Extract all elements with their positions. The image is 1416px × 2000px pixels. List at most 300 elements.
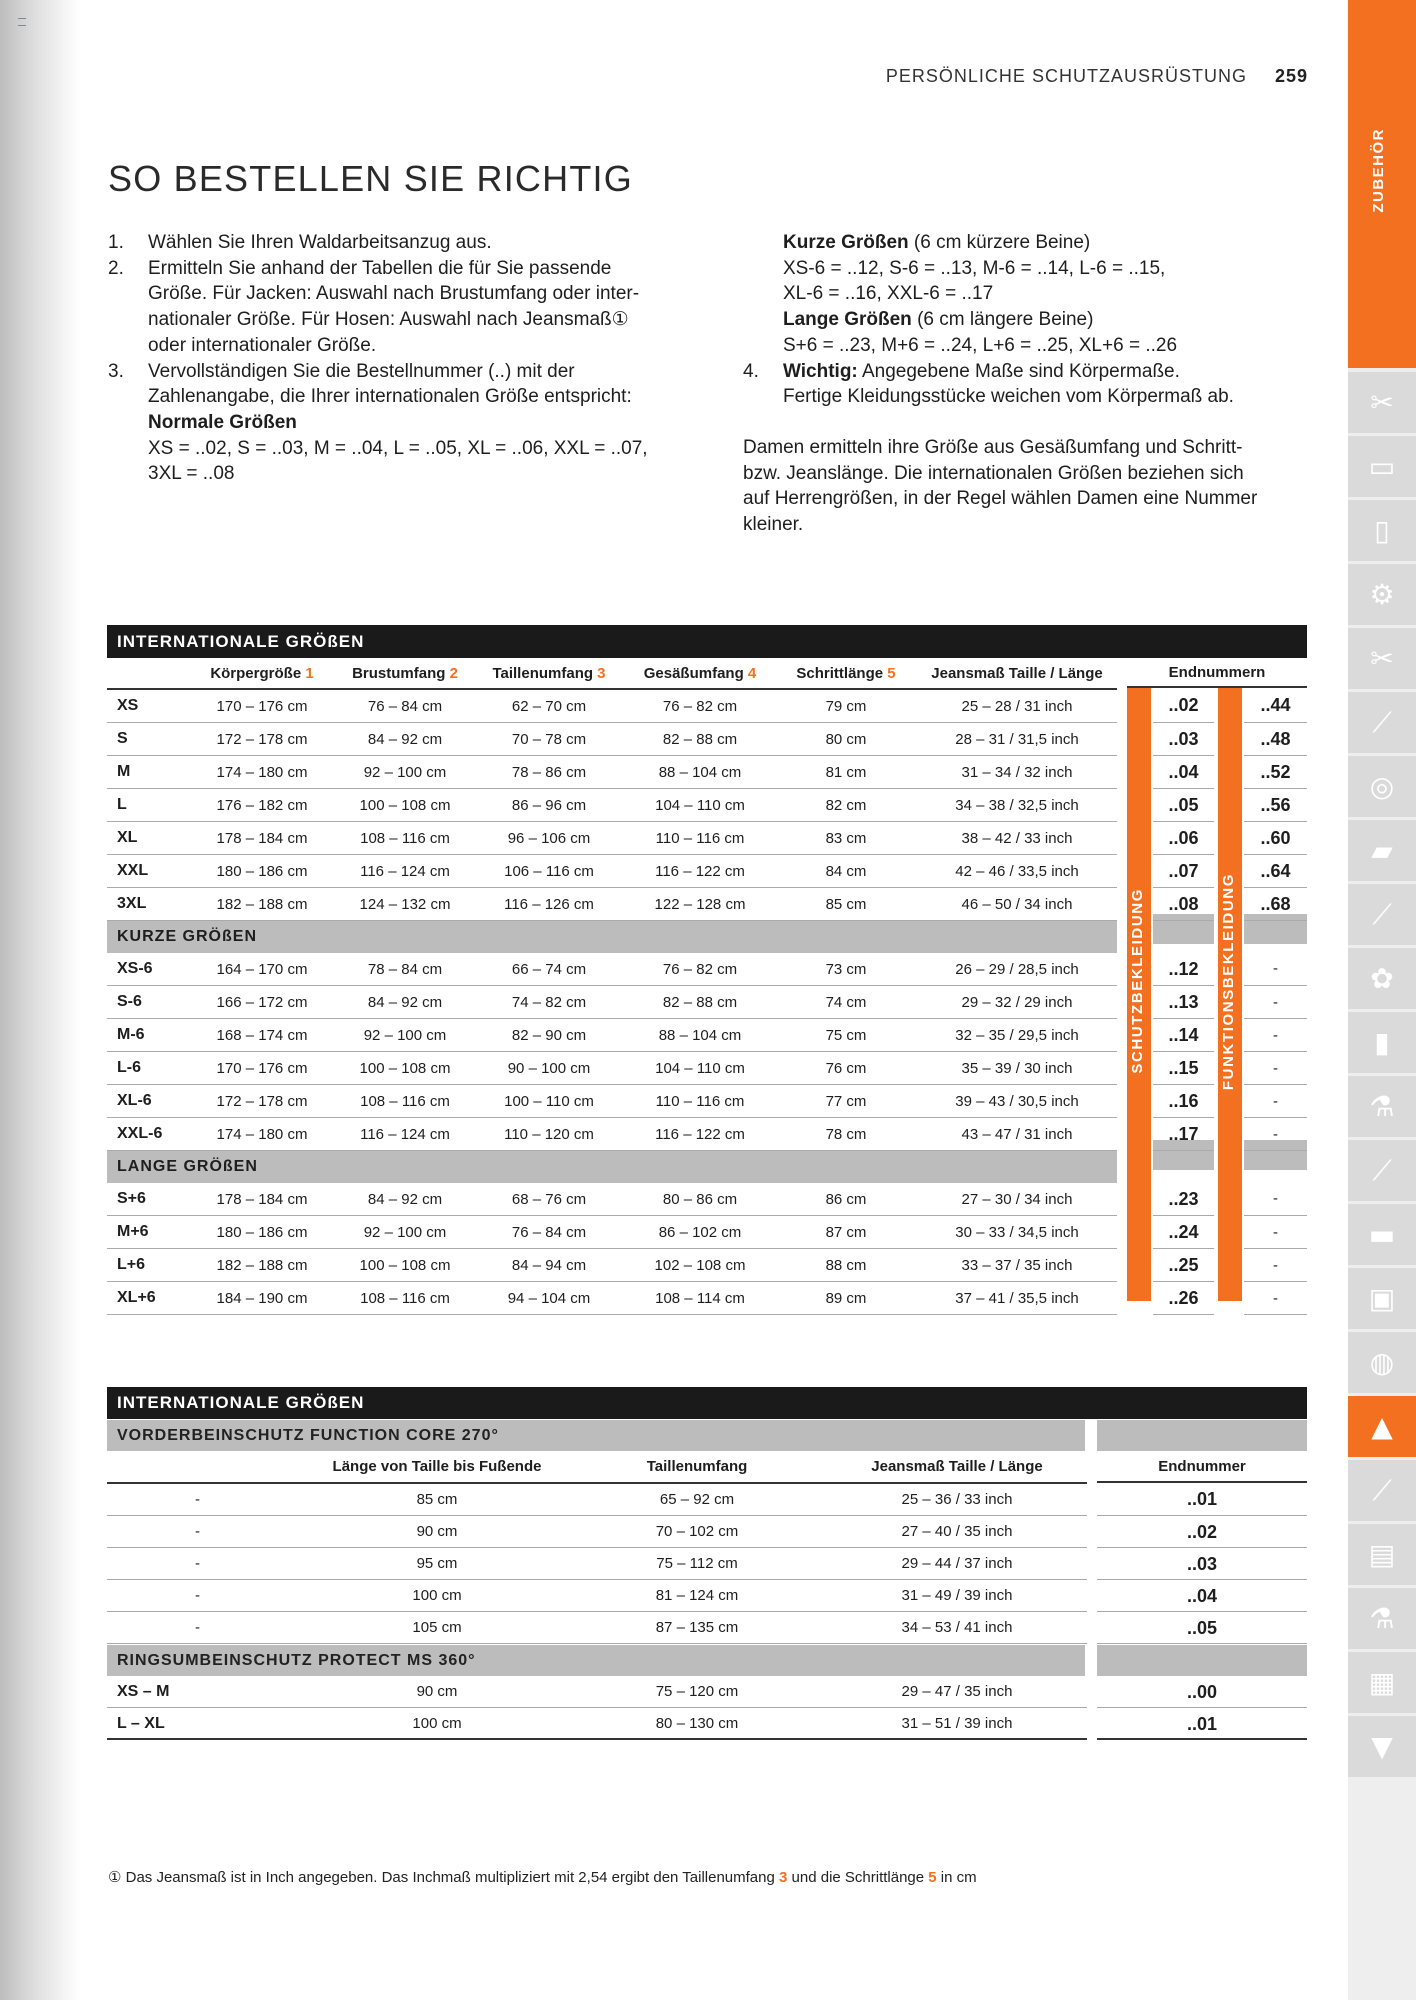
step-text: Vervollständigen Sie die Bestellnummer (..) mit der xyxy=(148,360,575,382)
table-row xyxy=(107,1085,1117,1118)
functional-end-number: - xyxy=(1273,960,1278,977)
body-height-cell: 172 – 178 cm xyxy=(187,723,337,756)
auger-icon[interactable]: ▮ xyxy=(1348,1012,1416,1073)
length-cell: 90 cm xyxy=(307,1516,567,1548)
group-header-row xyxy=(107,921,1117,954)
waist-cell: 70 – 102 cm xyxy=(567,1516,827,1548)
footnote-text: in cm xyxy=(936,1869,977,1886)
hip-cell: 88 – 104 cm xyxy=(625,1019,775,1052)
size-label: M+6 xyxy=(107,1216,187,1249)
chest-cell: 124 – 132 cm xyxy=(337,888,473,921)
menu-icon[interactable] xyxy=(18,18,26,26)
waist-cell: 87 – 135 cm xyxy=(567,1612,827,1644)
step-number: 1. xyxy=(108,232,124,253)
hip-cell: 80 – 86 cm xyxy=(625,1183,775,1216)
lawnmower-icon[interactable]: ▰ xyxy=(1348,820,1416,881)
chest-cell: 100 – 108 cm xyxy=(337,789,473,822)
size-label: L-6 xyxy=(107,1052,187,1085)
step-text: Zahlenangabe, die Ihrer internationalen Größe entspricht: xyxy=(148,386,632,408)
body-height-cell: 172 – 178 cm xyxy=(187,1085,337,1118)
hedge-trimmer-icon[interactable]: ✂ xyxy=(1348,628,1416,689)
step-text: nationaler Größe. Für Hosen: Auswahl nach Jeansmaß① xyxy=(148,309,629,331)
size-label: 3XL xyxy=(107,888,187,921)
protective-end-number: ..14 xyxy=(1168,1024,1199,1045)
sidebar-label: ZUBEHÖR xyxy=(1370,128,1387,213)
functional-end-number: - xyxy=(1273,1092,1278,1110)
toolbox-icon[interactable]: ▦ xyxy=(1348,1652,1416,1713)
long-sizes-note: (6 cm längere Beine) xyxy=(911,309,1094,331)
protective-end-number: ..06 xyxy=(1168,827,1199,848)
jacket-icon[interactable]: ▲ xyxy=(1348,1396,1416,1457)
brushcutter-icon[interactable]: ⟋ xyxy=(1348,692,1416,753)
functional-end-number: - xyxy=(1273,1190,1278,1207)
jeans-cell: 28 – 31 / 31,5 inch xyxy=(917,723,1117,756)
size-label: XL+6 xyxy=(107,1282,187,1315)
jeans-cell: 25 – 36 / 33 inch xyxy=(827,1483,1087,1516)
body-height-cell: 180 – 186 cm xyxy=(187,1216,337,1249)
footnote-text: und die Schrittlänge xyxy=(787,1869,929,1886)
footnote-ref: 5 xyxy=(928,1869,937,1886)
end-number-cell: ..03 xyxy=(1097,1548,1307,1580)
chest-cell: 92 – 100 cm xyxy=(337,1216,473,1249)
waist-cell: 68 – 76 cm xyxy=(473,1183,625,1216)
step-text: Fertige Kleidungsstücke weichen vom Körpermaß ab. xyxy=(783,386,1234,408)
body-height-cell: 176 – 182 cm xyxy=(187,789,337,822)
prefix-cell: - xyxy=(107,1516,307,1548)
phone-icon[interactable]: ▯ xyxy=(1348,500,1416,561)
hip-cell: 104 – 110 cm xyxy=(625,1052,775,1085)
jeans-cell: 27 – 40 / 35 inch xyxy=(827,1516,1087,1548)
table-row xyxy=(107,1216,1117,1249)
hip-cell: 116 – 122 cm xyxy=(625,855,775,888)
protective-end-number: ..25 xyxy=(1168,1254,1199,1275)
jeans-cell: 39 – 43 / 30,5 inch xyxy=(917,1085,1117,1118)
hip-cell: 104 – 110 cm xyxy=(625,789,775,822)
waist-cell: 96 – 106 cm xyxy=(473,822,625,855)
chest-cell: 108 – 116 cm xyxy=(337,1085,473,1118)
step-text: oder internationaler Größe. xyxy=(148,334,377,356)
page-title: SO BESTELLEN SIE RICHTIG xyxy=(108,158,633,199)
step-number: 4. xyxy=(743,360,759,382)
length-cell: 95 cm xyxy=(307,1548,567,1580)
chest-cell: 100 – 108 cm xyxy=(337,1052,473,1085)
col-header-jeans: Jeansmaß Taille / Länge xyxy=(917,658,1117,689)
short-sizes-codes: XL-6 = ..16, XXL-6 = ..17 xyxy=(783,283,994,305)
inseam-cell: 89 cm xyxy=(775,1282,917,1315)
col-header-ref: 1 xyxy=(301,664,314,682)
inseam-cell: 75 cm xyxy=(775,1019,917,1052)
chest-cell: 100 – 108 cm xyxy=(337,1249,473,1282)
inseam-cell: 79 cm xyxy=(775,689,917,723)
footnote xyxy=(108,1868,977,1886)
table-row xyxy=(107,1249,1117,1282)
waist-cell: 75 – 112 cm xyxy=(567,1548,827,1580)
col-header-inseam xyxy=(775,658,917,689)
functional-end-number: ..60 xyxy=(1260,827,1291,848)
women-note: Damen ermitteln ihre Größe aus Gesäßumfang und Schritt- xyxy=(743,436,1243,458)
waist-cell: 100 – 110 cm xyxy=(473,1085,625,1118)
size-label: M-6 xyxy=(107,1019,187,1052)
jeans-cell: 33 – 37 / 35 inch xyxy=(917,1249,1117,1282)
jeans-cell: 30 – 33 / 34,5 inch xyxy=(917,1216,1117,1249)
cutoff-saw-icon[interactable]: ◎ xyxy=(1348,756,1416,817)
body-height-cell: 180 – 186 cm xyxy=(187,855,337,888)
col-header-label: Taillenumfang xyxy=(492,664,594,682)
protective-end-number: ..17 xyxy=(1168,1123,1199,1144)
end-number-cell: ..01 xyxy=(1097,1708,1307,1740)
table-row xyxy=(107,822,1117,855)
hip-cell: 116 – 122 cm xyxy=(625,1118,775,1151)
chest-cell: 84 – 92 cm xyxy=(337,1183,473,1216)
protective-end-number: ..26 xyxy=(1168,1287,1199,1308)
col-header-ref: 4 xyxy=(743,664,757,682)
inseam-cell: 82 cm xyxy=(775,789,917,822)
col-header-end-number: Endnummer xyxy=(1097,1451,1307,1483)
step-text: Größe. Für Jacken: Auswahl nach Brustumfang oder inter- xyxy=(148,283,640,305)
normal-sizes-codes: 3XL = ..08 xyxy=(148,463,235,485)
table-header-row xyxy=(107,658,1117,689)
end-number-cell: ..04 xyxy=(1097,1580,1307,1612)
leg-protection-table xyxy=(107,1451,1087,1644)
size-label: XL-6 xyxy=(107,1085,187,1118)
body-height-cell: 178 – 184 cm xyxy=(187,822,337,855)
size-label: XL xyxy=(107,822,187,855)
prefix-cell: - xyxy=(107,1612,307,1644)
row-divider xyxy=(1244,1314,1307,1315)
waist-cell: 94 – 104 cm xyxy=(473,1282,625,1315)
category-sidebar xyxy=(1348,0,1416,2000)
body-height-cell: 168 – 174 cm xyxy=(187,1019,337,1052)
jeans-cell: 35 – 39 / 30 inch xyxy=(917,1052,1117,1085)
jeans-cell: 27 – 30 / 34 inch xyxy=(917,1183,1117,1216)
size-label: XXL xyxy=(107,855,187,888)
table-row xyxy=(107,855,1117,888)
jeans-cell: 32 – 35 / 29,5 inch xyxy=(917,1019,1117,1052)
section-title: PERSÖNLICHE SCHUTZAUSRÜSTUNG xyxy=(885,66,1247,86)
waist-cell: 82 – 90 cm xyxy=(473,1019,625,1052)
important-label: Wichtig: xyxy=(783,360,858,382)
hip-cell: 108 – 114 cm xyxy=(625,1282,775,1315)
col-header-waist xyxy=(473,658,625,689)
row-divider xyxy=(1153,920,1214,921)
functional-end-number: ..68 xyxy=(1260,893,1291,914)
end-number-cell: ..00 xyxy=(1097,1676,1307,1708)
row-divider xyxy=(1153,1314,1214,1315)
size-table-title: INTERNATIONALE GRÖßEN xyxy=(107,625,1307,658)
inseam-cell: 78 cm xyxy=(775,1118,917,1151)
short-sizes-note: (6 cm kürzere Beine) xyxy=(908,232,1091,253)
table-row xyxy=(107,1019,1117,1052)
size-label: S+6 xyxy=(107,1183,187,1216)
body-height-cell: 170 – 176 cm xyxy=(187,1052,337,1085)
body-height-cell: 184 – 190 cm xyxy=(187,1282,337,1315)
waist-cell: 86 – 96 cm xyxy=(473,789,625,822)
inseam-cell: 85 cm xyxy=(775,888,917,921)
page-number: 259 xyxy=(1274,66,1308,86)
hip-cell: 110 – 116 cm xyxy=(625,1085,775,1118)
col-header-length: Länge von Taille bis Fußende xyxy=(307,1451,567,1483)
size-label: XS xyxy=(107,689,187,723)
instructions-right xyxy=(743,230,1318,538)
hip-cell: 122 – 128 cm xyxy=(625,888,775,921)
waist-cell: 62 – 70 cm xyxy=(473,689,625,723)
body-height-cell: 174 – 180 cm xyxy=(187,756,337,789)
inseam-cell: 84 cm xyxy=(775,855,917,888)
section-bar-end xyxy=(1097,1420,1307,1451)
normal-sizes-codes: XS = ..02, S = ..03, M = ..04, L = ..05, XL = ..06, XXL = ..07, xyxy=(148,437,648,459)
table-row xyxy=(107,888,1117,921)
col-header-end-numbers: Endnummern xyxy=(1127,658,1307,688)
table-row xyxy=(107,986,1117,1019)
row-divider xyxy=(1244,920,1307,921)
length-cell: 85 cm xyxy=(307,1483,567,1516)
table-row xyxy=(107,1052,1117,1085)
chest-cell: 92 – 100 cm xyxy=(337,756,473,789)
col-header-jeans: Jeansmaß Taille / Länge xyxy=(827,1451,1087,1483)
blower-icon[interactable]: ▬ xyxy=(1348,1204,1416,1265)
inseam-cell: 77 cm xyxy=(775,1085,917,1118)
inseam-cell: 83 cm xyxy=(775,822,917,855)
chest-cell: 116 – 124 cm xyxy=(337,855,473,888)
table-row xyxy=(107,1612,1087,1644)
size-label: XXL-6 xyxy=(107,1118,187,1151)
waist-cell: 110 – 120 cm xyxy=(473,1118,625,1151)
jeans-cell: 29 – 47 / 35 inch xyxy=(827,1676,1087,1708)
protective-end-number: ..03 xyxy=(1168,728,1199,749)
functional-clothing-band xyxy=(1218,688,1242,1301)
jeans-cell: 29 – 32 / 29 inch xyxy=(917,986,1117,1019)
group-label: KURZE GRÖßEN xyxy=(107,921,1117,954)
functional-end-number: ..44 xyxy=(1260,695,1291,715)
grass-trimmer-icon[interactable]: ⟋ xyxy=(1348,1140,1416,1201)
jeans-cell: 34 – 53 / 41 inch xyxy=(827,1612,1087,1644)
jeans-cell: 25 – 28 / 31 inch xyxy=(917,689,1117,723)
jeans-cell: 43 – 47 / 31 inch xyxy=(917,1118,1117,1151)
waist-cell: 74 – 82 cm xyxy=(473,986,625,1019)
inseam-cell: 86 cm xyxy=(775,1183,917,1216)
protective-end-number: ..04 xyxy=(1168,761,1199,782)
waist-cell: 90 – 100 cm xyxy=(473,1052,625,1085)
sidebar-icon-list xyxy=(1348,372,1416,1780)
table-row xyxy=(107,1516,1087,1548)
hip-cell: 82 – 88 cm xyxy=(625,986,775,1019)
long-sizes-heading: Lange Größen xyxy=(783,309,912,331)
chest-cell: 116 – 124 cm xyxy=(337,1118,473,1151)
row-divider xyxy=(1244,1150,1307,1151)
cleaning-icon[interactable]: ⚗ xyxy=(1348,1588,1416,1649)
waist-cell: 81 – 124 cm xyxy=(567,1580,827,1612)
col-header-label: Körpergröße xyxy=(210,664,302,682)
body-height-cell: 182 – 188 cm xyxy=(187,888,337,921)
functional-end-number: - xyxy=(1273,1125,1278,1143)
inseam-cell: 81 cm xyxy=(775,756,917,789)
hip-cell: 76 – 82 cm xyxy=(625,953,775,986)
waist-cell: 66 – 74 cm xyxy=(473,953,625,986)
chest-cell: 92 – 100 cm xyxy=(337,1019,473,1052)
functional-end-number: ..48 xyxy=(1260,728,1291,749)
shredder-icon[interactable]: ▣ xyxy=(1348,1268,1416,1329)
body-height-cell: 178 – 184 cm xyxy=(187,1183,337,1216)
jeans-cell: 34 – 38 / 32,5 inch xyxy=(917,789,1117,822)
instructions-left xyxy=(108,230,698,487)
size-label: XS-6 xyxy=(107,953,187,986)
table-row xyxy=(107,723,1117,756)
page-header xyxy=(886,66,1308,87)
tiller-icon[interactable]: ✿ xyxy=(1348,948,1416,1009)
step-text: Wählen Sie Ihren Waldarbeitsanzug aus. xyxy=(148,232,492,253)
protective-end-number: ..12 xyxy=(1168,959,1199,979)
long-sizes-codes: S+6 = ..23, M+6 = ..24, L+6 = ..25, XL+6 = ..26 xyxy=(783,334,1178,356)
step-text: Angegebene Maße sind Körpermaße. xyxy=(857,360,1180,382)
length-cell: 90 cm xyxy=(307,1676,567,1708)
hip-cell: 76 – 82 cm xyxy=(625,689,775,723)
chest-cell: 84 – 92 cm xyxy=(337,723,473,756)
jeans-cell: 38 – 42 / 33 inch xyxy=(917,822,1117,855)
section-bar-end xyxy=(1097,1645,1307,1676)
section-function-core: VORDERBEINSCHUTZ FUNCTION CORE 270° xyxy=(107,1420,1085,1451)
prefix-cell: - xyxy=(107,1580,307,1612)
length-cell: 105 cm xyxy=(307,1612,567,1644)
col-header-ref: 5 xyxy=(883,664,896,682)
col-header-hip xyxy=(625,658,775,689)
chainsaw-icon[interactable]: ⚙ xyxy=(1348,564,1416,625)
length-cell: 100 cm xyxy=(307,1580,567,1612)
hip-cell: 110 – 116 cm xyxy=(625,822,775,855)
inseam-cell: 76 cm xyxy=(775,1052,917,1085)
col-header-label: Schrittlänge xyxy=(796,664,884,682)
table-header-row xyxy=(107,1451,1087,1483)
table-row xyxy=(107,1548,1087,1580)
leg-protection-table-title: INTERNATIONALE GRÖßEN xyxy=(107,1387,1307,1419)
axe-icon[interactable]: ⟋ xyxy=(1348,1460,1416,1521)
table-row xyxy=(107,1183,1117,1216)
table-row xyxy=(107,789,1117,822)
footnote-text: ① Das Jeansmaß ist in Inch angegeben. Das Inchmaß multipliziert mit 2,54 ergibt den Taillenumfang xyxy=(108,1869,780,1886)
functional-end-number: ..56 xyxy=(1260,794,1291,815)
trimmer-icon[interactable]: ⟋ xyxy=(1348,884,1416,945)
chest-cell: 84 – 92 cm xyxy=(337,986,473,1019)
functional-end-number: - xyxy=(1273,1059,1278,1077)
waist-cell: 84 – 94 cm xyxy=(473,1249,625,1282)
col-header-waist: Taillenumfang xyxy=(567,1451,827,1483)
jeans-cell: 42 – 46 / 33,5 inch xyxy=(917,855,1117,888)
body-height-cell: 182 – 188 cm xyxy=(187,1249,337,1282)
chest-cell: 78 – 84 cm xyxy=(337,953,473,986)
normal-sizes-heading: Normale Größen xyxy=(148,411,297,433)
vacuum-icon[interactable]: ◍ xyxy=(1348,1332,1416,1393)
group-label: LANGE GRÖßEN xyxy=(107,1151,1117,1184)
step-text: Ermitteln Sie anhand der Tabellen die für Sie passende xyxy=(148,257,612,279)
functional-end-number: - xyxy=(1273,993,1278,1011)
short-sizes-heading: Kurze Größen xyxy=(783,232,909,253)
waist-cell: 70 – 78 cm xyxy=(473,723,625,756)
end-number-cell: ..02 xyxy=(1097,1516,1307,1548)
women-note: bzw. Jeanslänge. Die internationalen Größen beziehen sich xyxy=(743,462,1244,484)
jeans-cell: 26 – 29 / 28,5 inch xyxy=(917,953,1117,986)
col-header-body-height xyxy=(187,658,337,689)
women-note: auf Herrengrößen, in der Regel wählen Damen eine Nummer xyxy=(743,488,1258,510)
inseam-cell: 74 cm xyxy=(775,986,917,1019)
functional-end-number: ..52 xyxy=(1260,761,1291,782)
size-label: M xyxy=(107,756,187,789)
waist-cell: 76 – 84 cm xyxy=(473,1216,625,1249)
inseam-cell: 88 cm xyxy=(775,1249,917,1282)
shirt-icon[interactable]: ▼ xyxy=(1348,1716,1416,1777)
col-header-label: Gesäßumfang xyxy=(643,664,744,682)
hip-cell: 102 – 108 cm xyxy=(625,1249,775,1282)
length-cell: 100 cm xyxy=(307,1708,567,1740)
sidebar-active-section[interactable] xyxy=(1348,0,1416,368)
functional-end-number: - xyxy=(1273,1223,1278,1241)
body-height-cell: 164 – 170 cm xyxy=(187,953,337,986)
protective-end-number: ..15 xyxy=(1168,1057,1199,1078)
section-protect-ms: RINGSUMBEINSCHUTZ PROTECT MS 360° xyxy=(107,1645,1085,1676)
size-label: S-6 xyxy=(107,986,187,1019)
short-sizes-codes: XS-6 = ..12, S-6 = ..13, M-6 = ..14, L-6 = ..15, xyxy=(783,257,1166,279)
step-number: 2. xyxy=(108,257,124,279)
table-row xyxy=(107,689,1117,723)
women-note: kleiner. xyxy=(743,514,804,536)
inseam-cell: 80 cm xyxy=(775,723,917,756)
protective-end-number: ..16 xyxy=(1168,1090,1199,1111)
size-label: L xyxy=(107,789,187,822)
tools-icon[interactable]: ✂ xyxy=(1348,372,1416,433)
end-number-cell: ..05 xyxy=(1097,1612,1307,1644)
protective-clothing-label: SCHUTZBEKLEIDUNG xyxy=(1129,888,1146,1074)
book-spine-shadow xyxy=(0,0,80,2000)
functional-clothing-label: FUNKTIONSBEKLEIDUNG xyxy=(1220,873,1237,1091)
size-label: S xyxy=(107,723,187,756)
size-label: L – XL xyxy=(107,1708,307,1740)
waist-cell: 80 – 130 cm xyxy=(567,1708,827,1740)
hip-cell: 88 – 104 cm xyxy=(625,756,775,789)
waist-cell: 116 – 126 cm xyxy=(473,888,625,921)
waist-cell: 78 – 86 cm xyxy=(473,756,625,789)
col-header-ref: 3 xyxy=(593,664,606,682)
international-size-table xyxy=(107,658,1117,1315)
storage-icon[interactable]: ▤ xyxy=(1348,1524,1416,1585)
battery-icon[interactable]: ▭ xyxy=(1348,436,1416,497)
size-label: XS – M xyxy=(107,1676,307,1708)
table-row xyxy=(107,953,1117,986)
footnote-ref: 3 xyxy=(779,1869,788,1886)
size-label: L+6 xyxy=(107,1249,187,1282)
functional-end-number: - xyxy=(1273,1256,1278,1274)
col-header-chest xyxy=(337,658,473,689)
inseam-cell: 87 cm xyxy=(775,1216,917,1249)
table-row xyxy=(107,1118,1117,1151)
protective-end-number: ..08 xyxy=(1168,893,1199,914)
row-divider xyxy=(1153,1150,1214,1151)
col-header-ref: 2 xyxy=(445,664,458,682)
chest-cell: 76 – 84 cm xyxy=(337,689,473,723)
functional-end-number: - xyxy=(1273,1026,1278,1044)
table-row xyxy=(107,1580,1087,1612)
protective-end-number: ..23 xyxy=(1168,1189,1199,1209)
jeans-cell: 31 – 49 / 39 inch xyxy=(827,1580,1087,1612)
protective-end-number: ..24 xyxy=(1168,1221,1199,1242)
body-height-cell: 166 – 172 cm xyxy=(187,986,337,1019)
hip-cell: 86 – 102 cm xyxy=(625,1216,775,1249)
step-number: 3. xyxy=(108,360,124,382)
jeans-cell: 31 – 34 / 32 inch xyxy=(917,756,1117,789)
prefix-cell: - xyxy=(107,1483,307,1516)
jeans-cell: 29 – 44 / 37 inch xyxy=(827,1548,1087,1580)
end-number-cell: ..01 xyxy=(1097,1483,1307,1516)
sprayer-icon[interactable]: ⚗ xyxy=(1348,1076,1416,1137)
table-row xyxy=(107,756,1117,789)
waist-cell: 75 – 120 cm xyxy=(567,1676,827,1708)
